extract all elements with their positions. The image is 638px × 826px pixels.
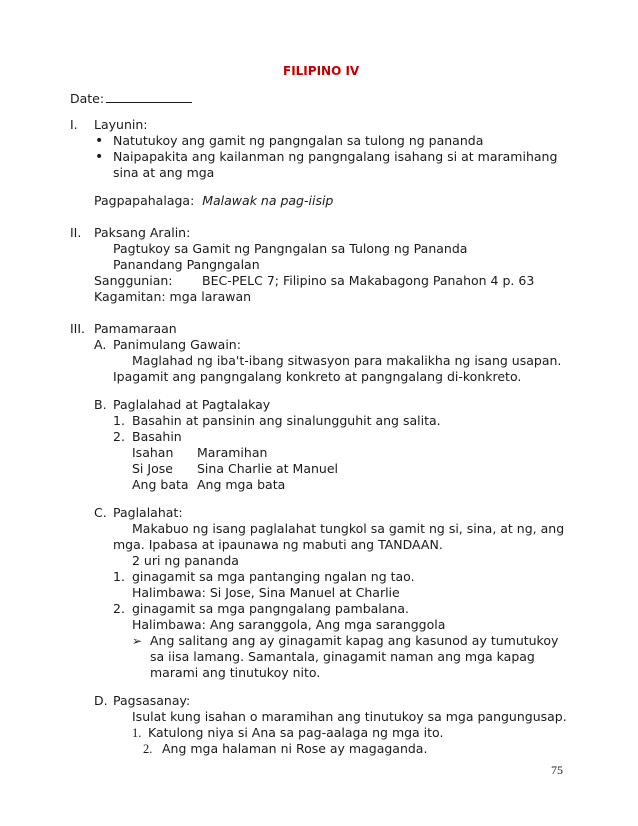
sanggunian-label: Sanggunian:	[94, 273, 173, 288]
section-3-heading: Pamamaraan	[94, 321, 177, 336]
part-a-label: A.	[94, 337, 107, 352]
part-b-item-1-num: 1.	[113, 413, 125, 428]
part-b-label: B.	[94, 397, 107, 412]
part-a-line-1: Maglahad ng iba't-ibang sitwasyon para makalikha ng isang usapan.	[132, 353, 562, 368]
section-1-heading: Layunin:	[94, 117, 148, 132]
part-c-item-1-text: ginagamit sa mga pantanging ngalan ng tao.	[132, 569, 415, 584]
part-d-label: D.	[94, 693, 108, 708]
section-3-label: III.	[70, 321, 86, 336]
part-d-instruction: Isulat kung isahan o maramihan ang tinutukoy sa mga pangungusap.	[132, 709, 567, 724]
topic-line-1: Pagtukoy sa Gamit ng Pangngalan sa Tulong ng Pananda	[113, 241, 468, 256]
pagpapahalaga-label: Pagpapahalaga:	[94, 193, 195, 208]
section-1-label: I.	[70, 117, 78, 132]
part-c-arrow-line-3: marami ang tinutukoy nito.	[150, 665, 321, 680]
objective-bullet-2: • Naipapakita ang kailanman ng pangngalang isahang si at maramihang	[113, 149, 557, 165]
table-cell: Si Jose	[132, 461, 173, 476]
section-2-heading: Paksang Aralin:	[94, 225, 191, 240]
topic-line-2: Panandang Pangngalan	[113, 257, 260, 272]
pagpapahalaga-line	[94, 193, 333, 209]
part-d-item-1-num: 1.	[132, 726, 142, 740]
kagamitan-line: Kagamitan: mga larawan	[94, 289, 252, 304]
table-cell: Sina Charlie at Manuel	[197, 461, 339, 476]
part-a-heading: Panimulang Gawain:	[113, 337, 241, 352]
part-c-item-2-example: Halimbawa: Ang saranggola, Ang mga saranggola	[132, 617, 446, 632]
date-label: Date:	[70, 91, 105, 106]
part-d-heading: Pagsasanay:	[113, 693, 191, 708]
table-cell: Ang bata	[132, 477, 189, 492]
part-c-item-2-text: ginagamit sa mga pangngalang pambalana.	[132, 601, 409, 616]
section-2-label: II.	[70, 225, 82, 240]
part-b-heading: Paglalahad at Pagtalakay	[113, 397, 271, 412]
sanggunian-value: BEC-PELC 7; Filipino sa Makabagong Panahon 4 p. 63	[202, 273, 535, 288]
table-cell: Maramihan	[197, 445, 268, 460]
objective-bullet-2-cont: sina at ang mga	[113, 165, 215, 180]
page-title: FILIPINO IV	[283, 64, 360, 78]
part-c-arrow-line-1: ➢ Ang salitang ang ay ginagamit kapag ang kasunod ay tumutukoy	[150, 633, 558, 649]
part-b-item-2-text: Basahin	[132, 429, 182, 444]
part-d-item-2-num: 2.	[143, 742, 153, 756]
pagpapahalaga-value: Malawak na pag-iisip	[202, 193, 334, 208]
part-c-arrow-line-2: sa iisa lamang. Samantala, ginagamit naman ang mga kapag	[150, 649, 535, 664]
table-cell: Isahan	[132, 445, 174, 460]
part-c-item-1-example: Halimbawa: Si Jose, Sina Manuel at Charlie	[132, 585, 400, 600]
part-d-item-1-text: Katulong niya si Ana sa pag-aalaga ng mga ito.	[148, 725, 444, 740]
part-a-line-2: Ipagamit ang pangngalang konkreto at pangngalang di-konkreto.	[113, 369, 522, 384]
part-b-item-2-num: 2.	[113, 429, 125, 444]
date-line	[70, 91, 192, 107]
part-c-item-1-num: 1.	[113, 569, 125, 584]
part-c-line-1: Makabuo ng isang paglalahat tungkol sa gamit ng si, sina, at ng, ang	[132, 521, 565, 536]
part-c-label: C.	[94, 505, 107, 520]
date-blank	[106, 91, 192, 103]
part-c-line-2: mga. Ipabasa at ipaunawa ng mabuti ang TANDAAN.	[113, 537, 443, 552]
objective-bullet-1: • Natutukoy ang gamit ng pangngalan sa tulong ng pananda	[113, 133, 483, 149]
part-b-item-1-text: Basahin at pansinin ang sinalungguhit ang salita.	[132, 413, 441, 428]
part-c-heading: Paglalahat:	[113, 505, 183, 520]
page-number: 75	[551, 763, 563, 777]
part-c-line-3: 2 uri ng pananda	[132, 553, 239, 568]
part-d-item-2-text: Ang mga halaman ni Rose ay magaganda.	[162, 741, 428, 756]
table-cell: Ang mga bata	[197, 477, 286, 492]
part-c-item-2-num: 2.	[113, 601, 125, 616]
